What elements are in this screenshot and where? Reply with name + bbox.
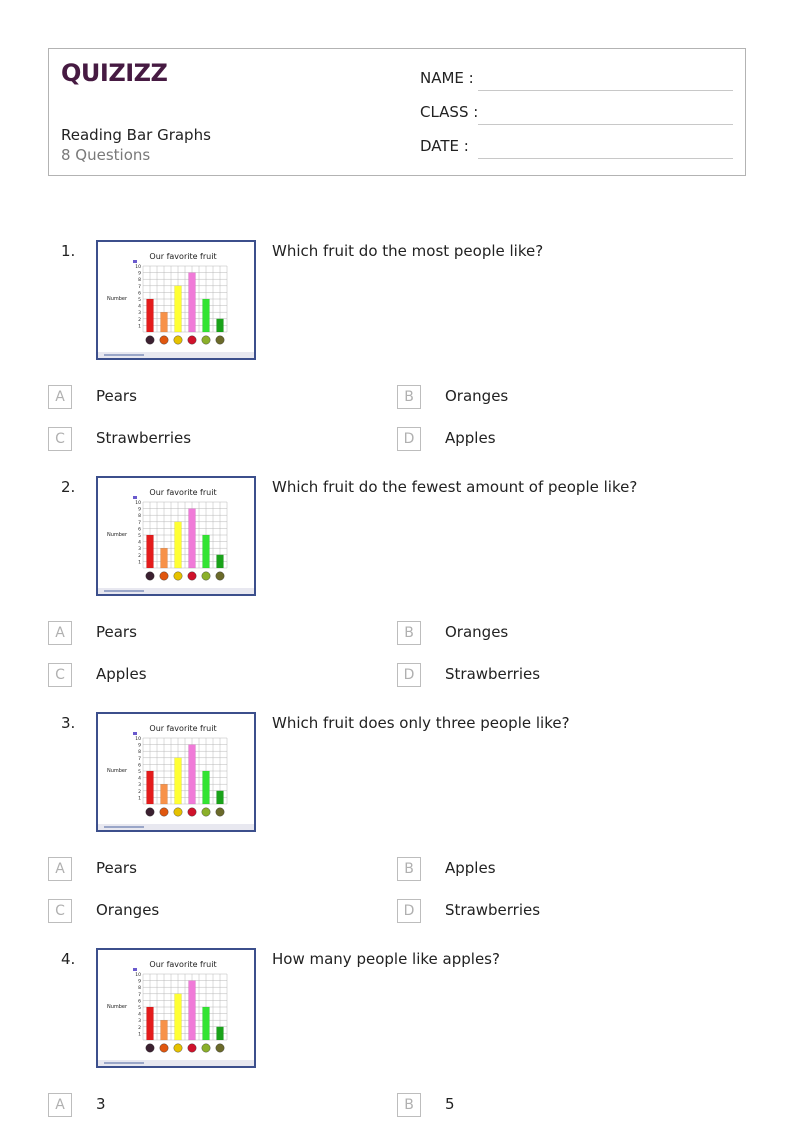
strawberry-icon bbox=[188, 572, 196, 580]
option-text[interactable]: Strawberries bbox=[96, 429, 192, 447]
bar bbox=[175, 522, 182, 568]
orange-icon bbox=[160, 808, 168, 816]
bar bbox=[189, 745, 196, 804]
date-label: DATE : bbox=[420, 137, 469, 155]
option-text[interactable]: Strawberries bbox=[445, 665, 541, 683]
orange-icon bbox=[160, 1044, 168, 1052]
y-tick-label: 3 bbox=[138, 547, 141, 553]
y-tick-label: 10 bbox=[135, 265, 141, 270]
axis-marker bbox=[133, 260, 137, 263]
chart-title: Our favorite fruit bbox=[149, 724, 217, 733]
footer-mark bbox=[104, 826, 144, 828]
y-tick-label: 6 bbox=[138, 291, 141, 297]
bar bbox=[161, 312, 168, 332]
chart-title: Our favorite fruit bbox=[149, 960, 217, 969]
y-tick-label: 7 bbox=[138, 756, 141, 762]
option-text[interactable]: Pears bbox=[96, 387, 137, 405]
kiwi-icon bbox=[202, 572, 210, 580]
y-tick-label: 9 bbox=[138, 979, 141, 985]
y-tick-label: 3 bbox=[138, 311, 141, 317]
worksheet-title: Reading Bar Graphs bbox=[61, 126, 211, 144]
y-tick-label: 10 bbox=[135, 973, 141, 978]
question-count: 8 Questions bbox=[61, 146, 151, 164]
axis-marker bbox=[133, 968, 137, 971]
y-tick-label: 4 bbox=[138, 776, 141, 782]
option-text[interactable]: Apples bbox=[445, 429, 496, 447]
question-number: 1. bbox=[61, 242, 76, 260]
bar bbox=[203, 299, 210, 332]
y-tick-label: 5 bbox=[138, 298, 141, 303]
y-tick-label: 10 bbox=[135, 501, 141, 506]
y-tick-label: 8 bbox=[138, 986, 141, 992]
option-letter[interactable]: A bbox=[48, 1093, 72, 1117]
option-text[interactable]: Apples bbox=[96, 665, 147, 683]
y-tick-label: 5 bbox=[138, 770, 141, 775]
class-line[interactable] bbox=[478, 124, 733, 125]
kiwi-icon bbox=[202, 808, 210, 816]
plum-icon bbox=[146, 1044, 154, 1052]
bar-chart-image bbox=[96, 712, 256, 832]
y-tick-label: 1 bbox=[138, 1032, 141, 1038]
y-tick-label: 6 bbox=[138, 999, 141, 1005]
bar bbox=[217, 319, 224, 332]
kiwi-icon bbox=[202, 1044, 210, 1052]
bar bbox=[175, 286, 182, 332]
bar bbox=[175, 758, 182, 804]
question-text: How many people like apples? bbox=[272, 950, 500, 968]
y-tick-label: 9 bbox=[138, 271, 141, 277]
bar-chart-image bbox=[96, 948, 256, 1068]
bar bbox=[147, 1007, 154, 1040]
bar bbox=[161, 548, 168, 568]
y-tick-label: 9 bbox=[138, 507, 141, 513]
pear-icon bbox=[216, 808, 224, 816]
bar bbox=[217, 791, 224, 804]
option-text[interactable]: Apples bbox=[445, 859, 496, 877]
strawberry-icon bbox=[188, 1044, 196, 1052]
y-axis-label: Number bbox=[106, 532, 128, 538]
axis-marker bbox=[133, 496, 137, 499]
bar bbox=[189, 981, 196, 1040]
bar bbox=[203, 771, 210, 804]
option-letter[interactable]: D bbox=[397, 899, 421, 923]
y-tick-label: 2 bbox=[138, 553, 141, 559]
option-letter[interactable]: B bbox=[397, 857, 421, 881]
axis-marker bbox=[133, 732, 137, 735]
pear-icon bbox=[216, 572, 224, 580]
y-tick-label: 4 bbox=[138, 1012, 141, 1018]
worksheet-header bbox=[48, 48, 746, 176]
y-tick-label: 3 bbox=[138, 783, 141, 789]
y-tick-label: 9 bbox=[138, 743, 141, 749]
banana-icon bbox=[174, 572, 182, 580]
banana-icon bbox=[174, 808, 182, 816]
banana-icon bbox=[174, 336, 182, 344]
y-tick-label: 5 bbox=[138, 534, 141, 539]
name-line[interactable] bbox=[478, 90, 733, 91]
bar bbox=[175, 994, 182, 1040]
y-tick-label: 6 bbox=[138, 527, 141, 533]
y-tick-label: 7 bbox=[138, 284, 141, 290]
question-text: Which fruit do the fewest amount of people like? bbox=[272, 478, 638, 496]
question-text: Which fruit do the most people like? bbox=[272, 242, 544, 260]
name-label: NAME : bbox=[420, 69, 474, 87]
bar bbox=[161, 1020, 168, 1040]
option-text[interactable]: Strawberries bbox=[445, 901, 541, 919]
option-letter[interactable]: D bbox=[397, 427, 421, 451]
bar bbox=[203, 535, 210, 568]
class-label: CLASS : bbox=[420, 103, 479, 121]
option-letter[interactable]: A bbox=[48, 857, 72, 881]
chart-title: Our favorite fruit bbox=[149, 488, 217, 497]
orange-icon bbox=[160, 336, 168, 344]
y-tick-label: 8 bbox=[138, 278, 141, 284]
option-text[interactable]: Pears bbox=[96, 859, 137, 877]
bar-chart-image bbox=[96, 476, 256, 596]
option-letter[interactable]: A bbox=[48, 385, 72, 409]
option-letter[interactable]: B bbox=[397, 621, 421, 645]
y-tick-label: 7 bbox=[138, 992, 141, 998]
y-tick-label: 2 bbox=[138, 1025, 141, 1031]
option-text[interactable]: Oranges bbox=[445, 623, 509, 641]
strawberry-icon bbox=[188, 336, 196, 344]
kiwi-icon bbox=[202, 336, 210, 344]
y-tick-label: 8 bbox=[138, 750, 141, 756]
bar bbox=[217, 555, 224, 568]
y-axis-label: Number bbox=[106, 768, 128, 774]
option-letter[interactable]: C bbox=[48, 899, 72, 923]
y-tick-label: 4 bbox=[138, 540, 141, 546]
bar bbox=[147, 771, 154, 804]
bar-chart-image bbox=[96, 240, 256, 360]
option-letter[interactable]: C bbox=[48, 427, 72, 451]
option-letter[interactable]: A bbox=[48, 621, 72, 645]
y-tick-label: 8 bbox=[138, 514, 141, 520]
footer-mark bbox=[104, 354, 144, 356]
y-tick-label: 1 bbox=[138, 796, 141, 802]
strawberry-icon bbox=[188, 808, 196, 816]
bar bbox=[147, 535, 154, 568]
y-axis-label: Number bbox=[106, 296, 128, 302]
y-tick-label: 2 bbox=[138, 789, 141, 795]
y-tick-label: 5 bbox=[138, 1006, 141, 1011]
plum-icon bbox=[146, 336, 154, 344]
chart-title: Our favorite fruit bbox=[149, 252, 217, 261]
bar bbox=[189, 509, 196, 568]
bar bbox=[147, 299, 154, 332]
question-number: 4. bbox=[61, 950, 76, 968]
option-text[interactable]: 3 bbox=[96, 1095, 106, 1113]
pear-icon bbox=[216, 336, 224, 344]
option-letter[interactable]: B bbox=[397, 1093, 421, 1117]
question-text: Which fruit does only three people like? bbox=[272, 714, 570, 732]
y-tick-label: 4 bbox=[138, 304, 141, 310]
option-text[interactable]: Oranges bbox=[96, 901, 160, 919]
bar bbox=[161, 784, 168, 804]
y-tick-label: 1 bbox=[138, 560, 141, 566]
orange-icon bbox=[160, 572, 168, 580]
option-letter[interactable]: B bbox=[397, 385, 421, 409]
option-text[interactable]: 5 bbox=[445, 1095, 455, 1113]
question-number: 2. bbox=[61, 478, 76, 496]
y-tick-label: 1 bbox=[138, 324, 141, 330]
bar bbox=[217, 1027, 224, 1040]
plum-icon bbox=[146, 572, 154, 580]
footer-mark bbox=[104, 1062, 144, 1064]
option-text[interactable]: Oranges bbox=[445, 387, 509, 405]
y-tick-label: 7 bbox=[138, 520, 141, 526]
bar bbox=[189, 273, 196, 332]
option-letter[interactable]: C bbox=[48, 663, 72, 687]
quizizz-logo: QUIZIZZ bbox=[61, 59, 168, 87]
y-tick-label: 10 bbox=[135, 737, 141, 742]
y-axis-label: Number bbox=[106, 1004, 128, 1010]
footer-mark bbox=[104, 590, 144, 592]
banana-icon bbox=[174, 1044, 182, 1052]
bar bbox=[203, 1007, 210, 1040]
option-text[interactable]: Pears bbox=[96, 623, 137, 641]
pear-icon bbox=[216, 1044, 224, 1052]
option-letter[interactable]: D bbox=[397, 663, 421, 687]
y-tick-label: 3 bbox=[138, 1019, 141, 1025]
plum-icon bbox=[146, 808, 154, 816]
y-tick-label: 6 bbox=[138, 763, 141, 769]
date-line[interactable] bbox=[478, 158, 733, 159]
question-number: 3. bbox=[61, 714, 76, 732]
y-tick-label: 2 bbox=[138, 317, 141, 323]
